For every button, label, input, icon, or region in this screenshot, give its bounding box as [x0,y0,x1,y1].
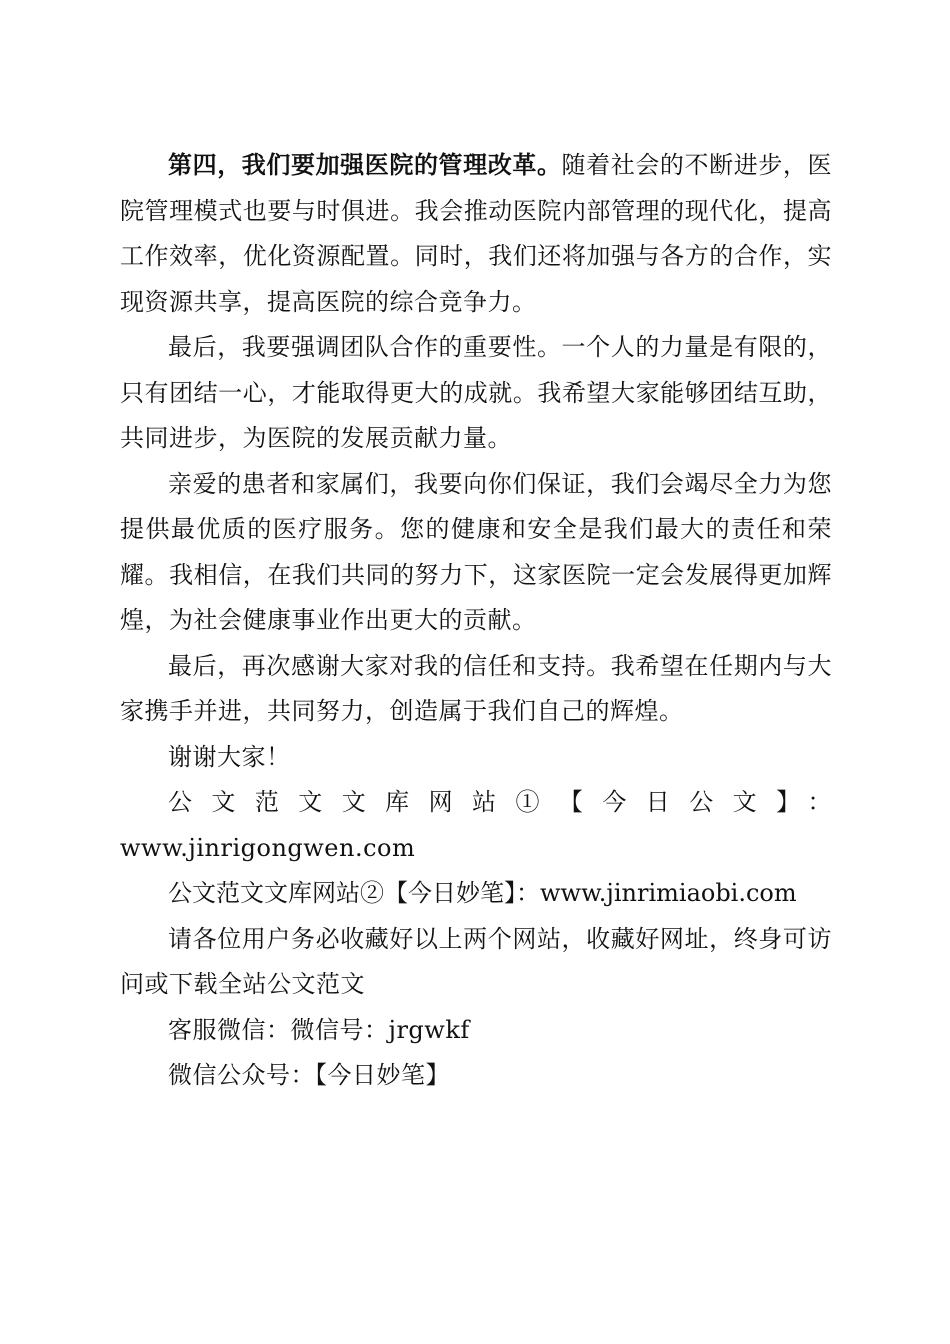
site2-line[interactable]: 公文范文文库网站②【今日妙笔】：www.jinrimiaobi.com [168,879,797,907]
bookmark-notice: 请各位用户务必收藏好以上两个网站，收藏好网址，终身可访问或下载全站公文范文 [120,924,832,998]
paragraph-lead-bold: 第四，我们要加强医院的管理改革。 [168,150,562,179]
paragraph-thanks-support: 最后，再次感谢大家对我的信任和支持。我希望在任期内与大家携手并进，共同努力，创造属于我们自己的辉煌。 [120,651,832,725]
paragraph-patient-promise: 亲爱的患者和家属们，我要向你们保证，我们会竭尽全力为您提供最优质的医疗服务。您的健康和安全是我们最大的责任和荣耀。我相信，在我们共同的努力下，这家医院一定会发展得更加辉煌，为社会健康事业作出更大的贡献。 [120,469,832,634]
wechat-official-account: 微信公众号：【今日妙笔】 [168,1061,450,1089]
site1-url-link[interactable]: www.jinrigongwen.com [120,833,416,862]
paragraph-management-reform [120,142,832,325]
document-page [120,142,832,1099]
paragraph-closing: 谢谢大家！ [168,742,291,771]
paragraph-body: 随着社会的不断进步，医院管理模式也要与时俱进。我会推动医院内部管理的现代化，提高工作效率，优化资源配置。同时，我们还将加强与各方的合作，实现资源共享，提高医院的综合竞争力。 [120,151,833,316]
paragraph-teamwork: 最后，我要强调团队合作的重要性。一个人的力量是有限的，只有团结一心，才能取得更大的成就。我希望大家能够团结互助，共同进步，为医院的发展贡献力量。 [120,333,832,452]
site1-label: 公文范文文库网站①【今日公文】： [168,788,832,816]
wechat-service: 客服微信：微信号：jrgwkf [168,1015,470,1044]
